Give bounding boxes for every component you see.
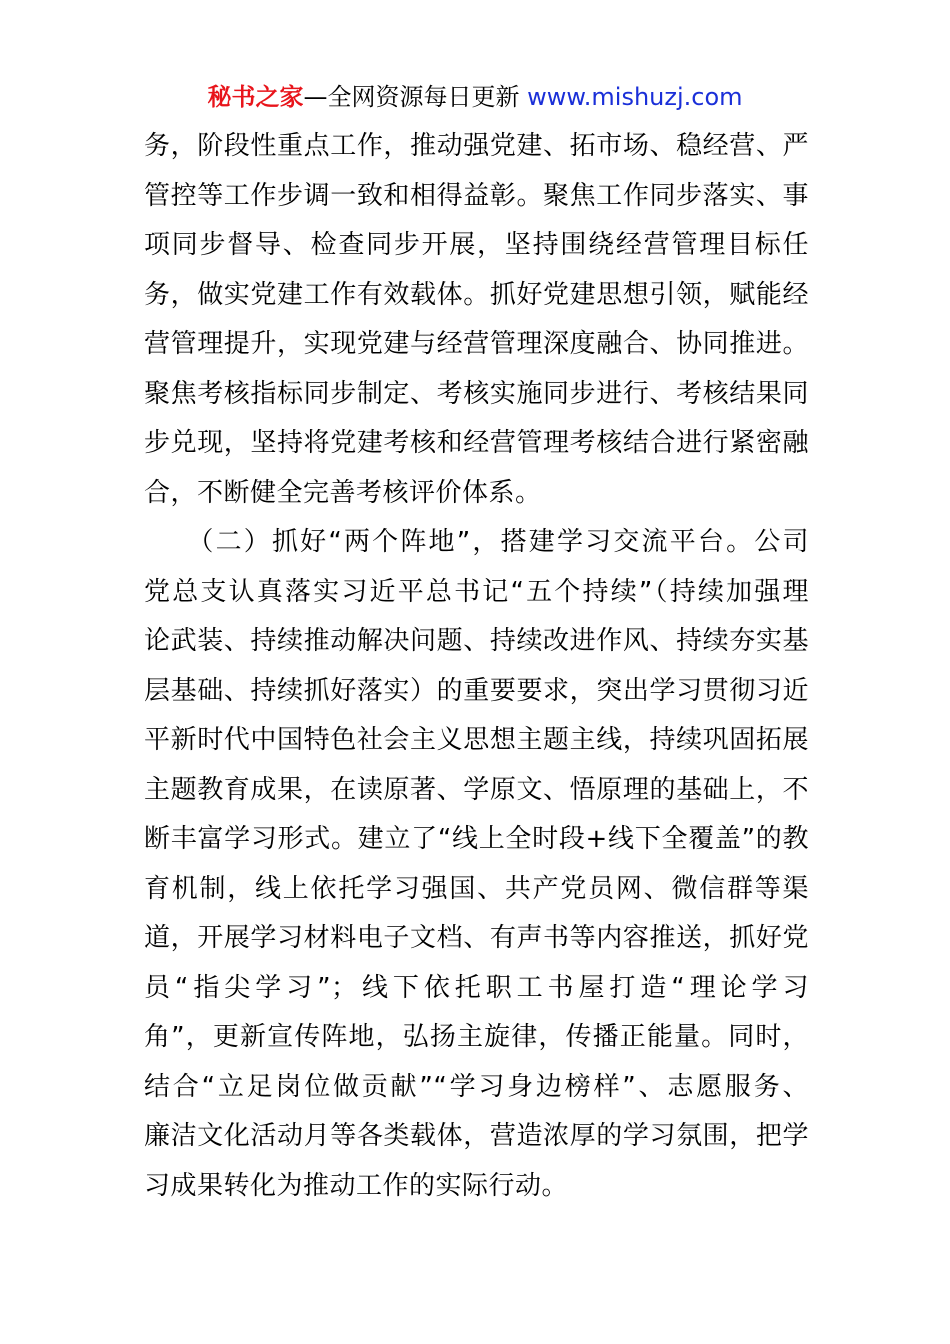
site-tagline: —全网资源每日更新	[303, 83, 528, 111]
text-line: 务，阶段性重点工作，推动强党建、拓市场、稳经营、严	[144, 131, 809, 161]
text-line: 断丰富学习形式。建立了“线上全时段+线下全覆盖”的教	[144, 824, 809, 854]
text-line: 主题教育成果，在读原著、学原文、悟原理的基础上，不	[144, 774, 809, 805]
text-line: 习成果转化为推动工作的实际行动。	[144, 1170, 569, 1201]
text-line: （二）抓好“两个阵地”，搭建学习交流平台。公司	[144, 527, 809, 557]
text-line: 角”，更新宣传阵地，弘扬主旋律，传播正能量。同时，	[144, 1022, 809, 1052]
text-line: 务，做实党建工作有效载体。抓好党建思想引领，赋能经	[144, 279, 809, 310]
text-line: 育机制，线上依托学习强国、共产党员网、微信群等渠	[144, 873, 809, 904]
text-line: 员“指尖学习”；线下依托职工书屋打造“理论学习	[144, 972, 809, 1003]
text-line: 廉洁文化活动月等各类载体，营造浓厚的学习氛围，把学	[144, 1121, 809, 1151]
text-line: 党总支认真落实习近平总书记“五个持续”（持续加强理	[144, 576, 809, 607]
text-line: 项同步督导、检查同步开展，坚持围绕经营管理目标任	[144, 230, 809, 260]
text-line: 道，开展学习材料电子文档、有声书等内容推送，抓好党	[144, 923, 809, 953]
text-line: 步兑现，坚持将党建考核和经营管理考核结合进行紧密融	[144, 428, 809, 458]
text-line: 聚焦考核指标同步制定、考核实施同步进行、考核结果同	[144, 378, 809, 409]
text-line: 层基础、持续抓好落实）的重要要求，突出学习贯彻习近	[144, 675, 809, 706]
text-line: 合，不断健全完善考核评价体系。	[144, 477, 542, 508]
document-body	[144, 122, 809, 1211]
site-url-link[interactable]: www.mishuzj.com	[527, 83, 743, 111]
text-line: 管控等工作步调一致和相得益彰。聚焦工作同步落实、事	[144, 180, 809, 211]
page-header	[0, 80, 950, 114]
text-line: 营管理提升，实现党建与经营管理深度融合、协同推进。	[144, 329, 809, 359]
site-brand: 秘书之家	[207, 83, 304, 111]
text-line: 平新时代中国特色社会主义思想主题主线，持续巩固拓展	[144, 725, 809, 755]
text-line: 论武装、持续推动解决问题、持续改进作风、持续夯实基	[144, 626, 809, 656]
text-line: 结合“立足岗位做贡献”“学习身边榜样”、志愿服务、	[144, 1071, 809, 1102]
